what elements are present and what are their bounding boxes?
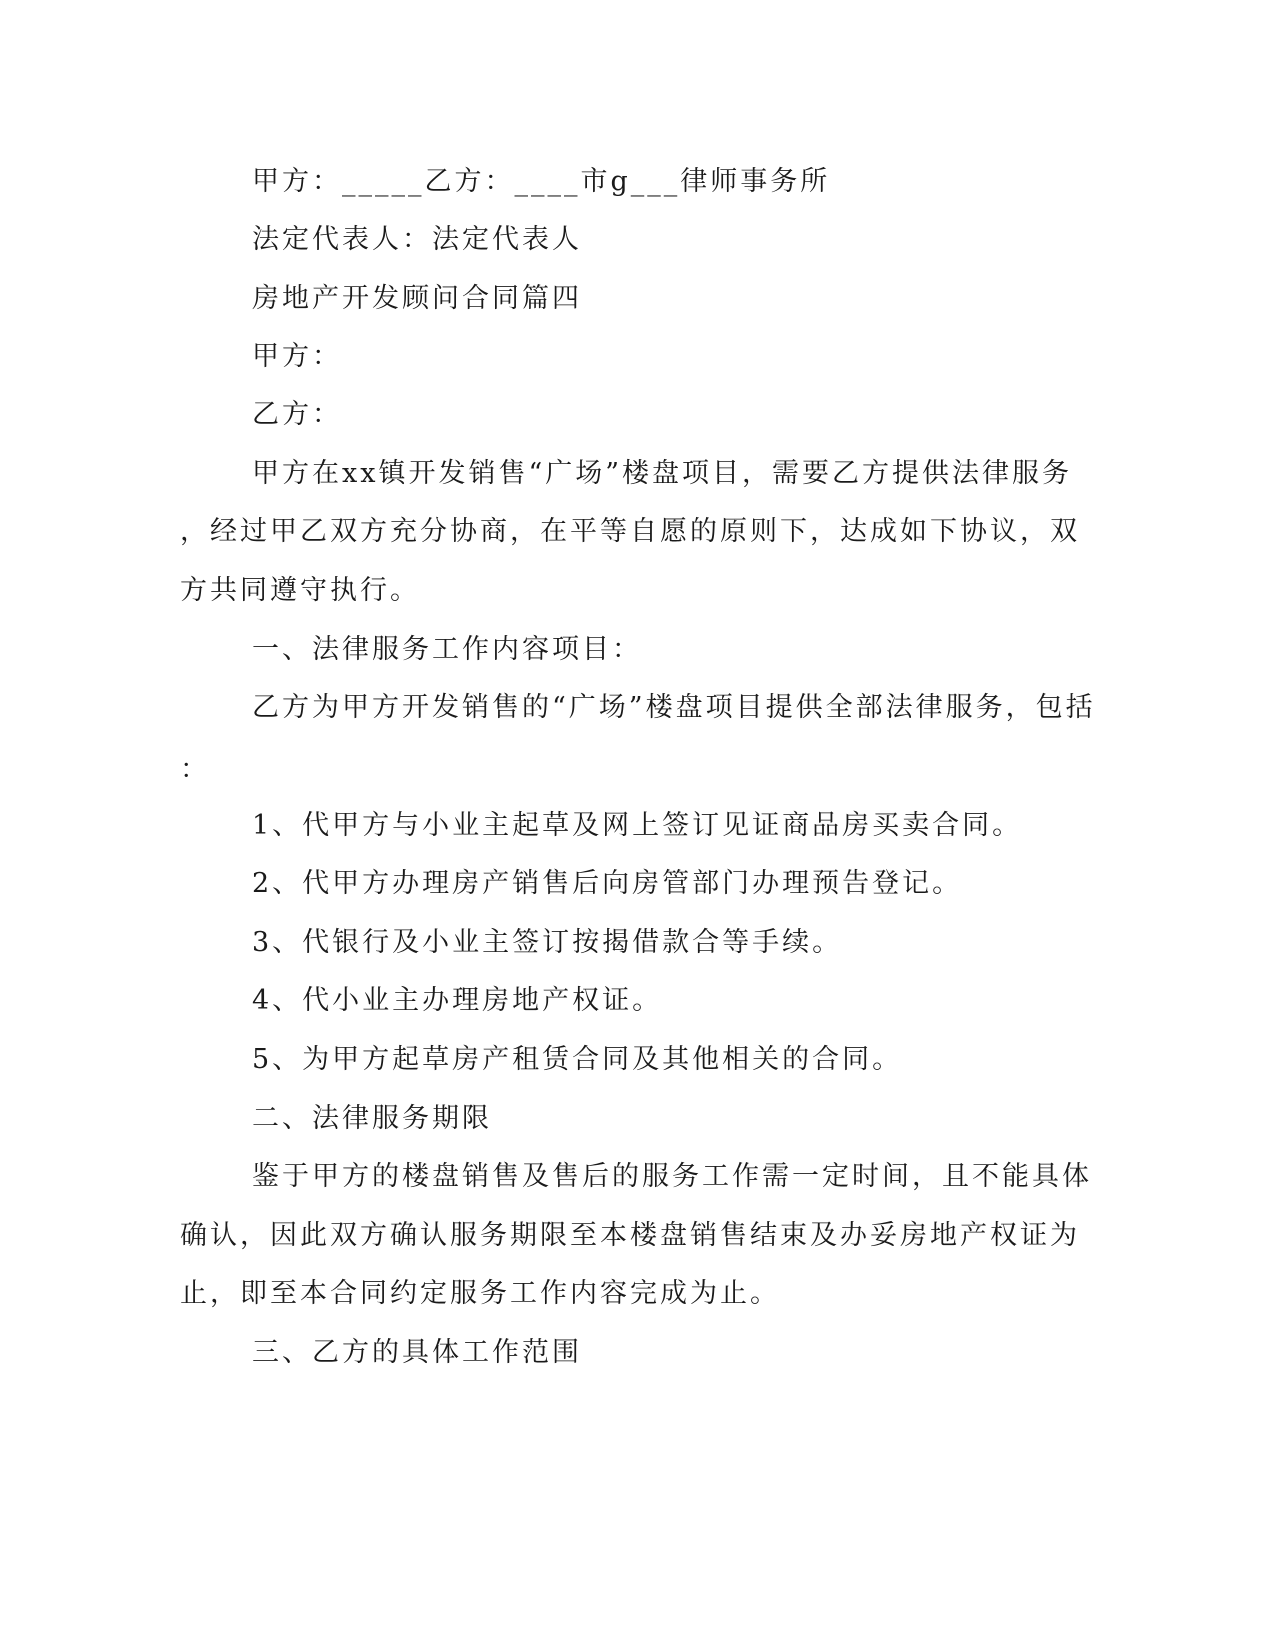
paragraph-line: 确认，因此双方确认服务期限至本楼盘销售结束及办妥房地产权证为: [180, 1220, 1080, 1251]
paragraph-line: ，经过甲乙双方充分协商，在平等自愿的原则下，达成如下协议，双: [180, 516, 1080, 547]
paragraph-line: 鉴于甲方的楼盘销售及售后的服务工作需一定时间，且不能具体: [252, 1161, 1092, 1192]
section-title: 房地产开发顾问合同篇四: [252, 283, 582, 314]
party-a-label: 甲方：: [252, 341, 342, 372]
paragraph-line: 止，即至本合同约定服务工作内容完成为止。: [180, 1278, 780, 1309]
party-b-label: 乙方：: [252, 399, 342, 430]
list-item: 5、为甲方起草房产租赁合同及其他相关的合同。: [252, 1044, 903, 1075]
heading-line: 三、乙方的具体工作范围: [252, 1337, 582, 1368]
list-item: 4、代小业主办理房地产权证。: [252, 985, 663, 1016]
heading-line: 二、法律服务期限: [252, 1103, 492, 1134]
list-item: 1、代甲方与小业主起草及网上签订见证商品房买卖合同。: [252, 810, 1023, 841]
paragraph-line: 乙方为甲方开发销售的“广场”楼盘项目提供全部法律服务，包括: [252, 692, 1096, 723]
representative-line: 法定代表人：法定代表人: [252, 224, 582, 255]
paragraph-line: 甲方在xx镇开发销售“广场”楼盘项目，需要乙方提供法律服务: [252, 458, 1073, 489]
list-item: 3、代银行及小业主签订按揭借款合等手续。: [252, 927, 843, 958]
heading-line: 一、法律服务工作内容项目：: [252, 634, 642, 665]
paragraph-line: 方共同遵守执行。: [180, 575, 420, 606]
list-item: 2、代甲方办理房产销售后向房管部门办理预告登记。: [252, 868, 963, 899]
paragraph-line: ：: [180, 754, 210, 785]
party-line: 甲方：_____乙方：____市g___律师事务所: [252, 166, 831, 197]
